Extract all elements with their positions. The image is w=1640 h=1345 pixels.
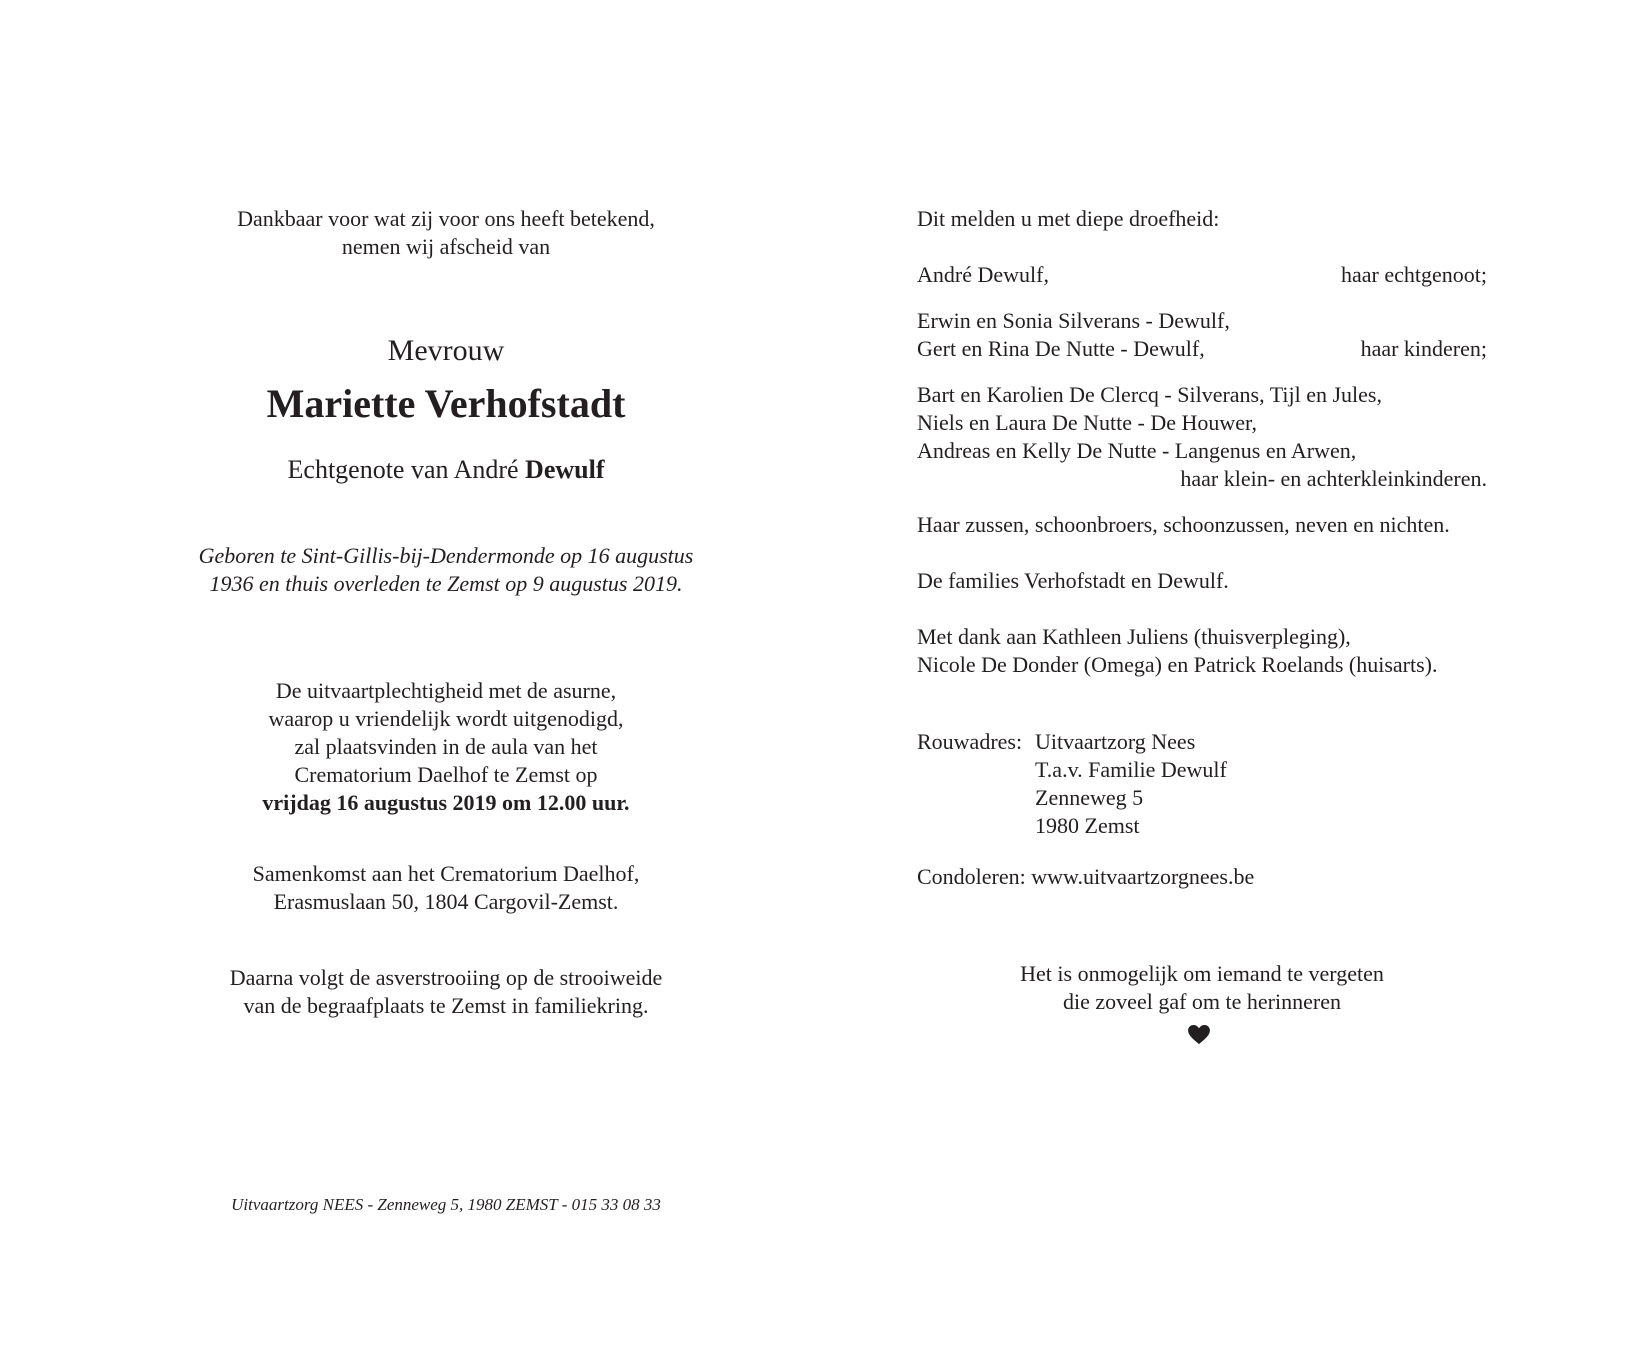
address-line-2: T.a.v. Familie Dewulf	[1035, 757, 1227, 782]
ceremony-line-2: waarop u vriendelijk wordt uitgenodigd,	[268, 706, 624, 731]
ceremony-line-4: Crematorium Daelhof te Zemst op	[294, 762, 598, 787]
address-line-3: Zenneweg 5	[1035, 785, 1144, 810]
spouse-name: André Dewulf,	[917, 262, 1049, 287]
intro-line-2: nemen wij afscheid van	[341, 234, 551, 259]
spouse-prefix: Echtgenote van André	[287, 455, 519, 484]
heart-icon	[1188, 1025, 1210, 1045]
spouse-line	[160, 454, 732, 486]
birth-death-line-1: Geboren te Sint-Gillis-bij-Dendermonde op 16 augustus	[198, 543, 694, 568]
grandchild-line-1: Bart en Karolien De Clercq - Silverans, Tijl en Jules,	[917, 382, 1382, 407]
ceremony-date: vrijdag 16 augustus 2019 om 12.00 uur.	[262, 790, 630, 815]
honorific: Mevrouw	[387, 334, 505, 367]
address-label: Rouwadres:	[917, 729, 1023, 754]
thanks-line-2: Nicole De Donder (Omega) en Patrick Roelands (huisarts).	[917, 652, 1438, 677]
gathering-line-1: Samenkomst aan het Crematorium Daelhof,	[252, 861, 640, 886]
funeral-home-footer: Uitvaartzorg NEES - Zenneweg 5, 1980 ZEMST - 015 33 08 33	[231, 1195, 661, 1214]
scattering-line-1: Daarna volgt de asverstrooiing op de strooiweide	[229, 965, 663, 990]
siblings-line: Haar zussen, schoonbroers, schoonzussen, neven en nichten.	[917, 512, 1450, 537]
thanks-line-1: Met dank aan Kathleen Juliens (thuisverpleging),	[917, 624, 1351, 649]
gathering-line-2: Erasmuslaan 50, 1804 Cargovil-Zemst.	[273, 889, 619, 914]
ceremony-line-3: zal plaatsvinden in de aula van het	[294, 734, 598, 759]
children-row	[917, 335, 1487, 363]
quote-line-2: die zoveel gaf om te herinneren	[1063, 989, 1341, 1014]
scattering-line-2: van de begraafplaats te Zemst in familiekring.	[243, 993, 649, 1018]
children-role: haar kinderen;	[1360, 336, 1487, 361]
address-line-1: Uitvaartzorg Nees	[1035, 729, 1196, 754]
grandchild-line-3: Andreas en Kelly De Nutte - Langenus en Arwen,	[917, 438, 1357, 463]
birth-death-line-2: 1936 en thuis overleden te Zemst op 9 augustus 2019.	[209, 571, 683, 596]
grandchildren-role: haar klein- en achterkleinkinderen.	[1180, 466, 1487, 491]
spouse-role: haar echtgenoot;	[1341, 262, 1487, 287]
announcement: Dit melden u met diepe droefheid:	[917, 206, 1220, 231]
quote-line-1: Het is onmogelijk om iemand te vergeten	[1020, 961, 1384, 986]
grandchild-line-2: Niels en Laura De Nutte - De Houwer,	[917, 410, 1257, 435]
address-line-4: 1980 Zemst	[1035, 813, 1140, 838]
deceased-name: Mariette Verhofstadt	[266, 381, 626, 426]
ceremony-line-1: De uitvaartplechtigheid met de asurne,	[275, 678, 617, 703]
child-line-1: Erwin en Sonia Silverans - Dewulf,	[917, 308, 1230, 333]
intro-line-1: Dankbaar voor wat zij voor ons heeft betekend,	[237, 206, 655, 231]
spouse-surname: Dewulf	[525, 455, 605, 484]
condolences-line: Condoleren: www.uitvaartzorgnees.be	[917, 864, 1255, 889]
grandchildren-role-row	[917, 465, 1487, 493]
spouse-row	[917, 261, 1487, 289]
families-line: De families Verhofstadt en Dewulf.	[917, 568, 1229, 593]
child-line-2: Gert en Rina De Nutte - Dewulf,	[917, 336, 1205, 361]
